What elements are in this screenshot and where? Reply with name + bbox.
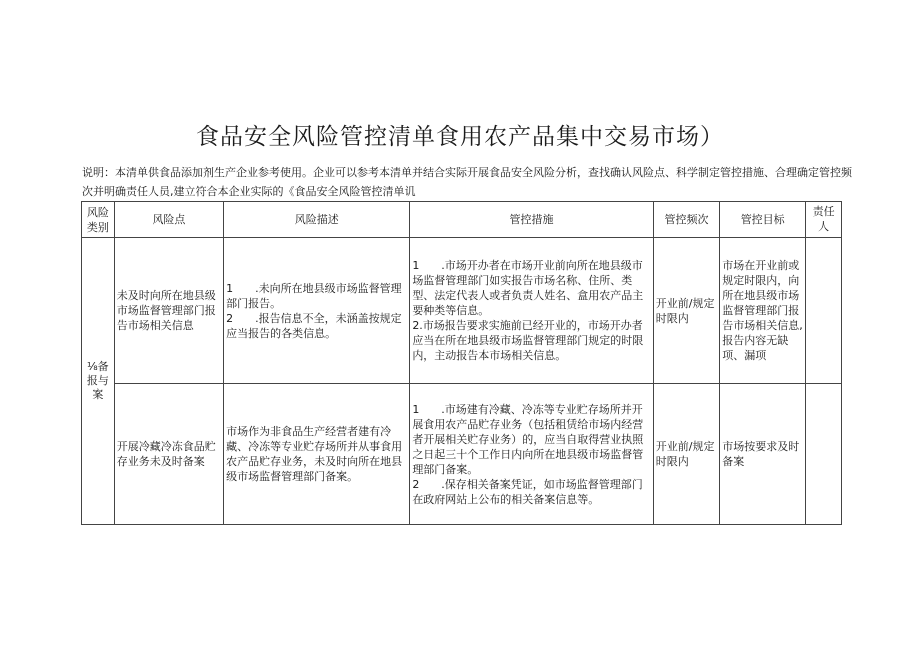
risk-category-cell bbox=[82, 238, 115, 525]
risk-point-cell: 未及时向所在地县级市场监督管理部门报告市场相关信息 bbox=[114, 238, 223, 384]
risk-description-cell bbox=[224, 384, 410, 525]
instruction-note: 说明：本清单供食品添加剂生产企业参考使用。企业可以参考本清单并结合实际开展食品安全风险分析，查找确认风险点、科学制定管控措施、合理确定管控频次并明确责任人员,建立符合本企业实际的《食品安全风险管控清单讥 bbox=[82, 166, 852, 198]
table-header-row bbox=[82, 202, 842, 238]
table-row bbox=[82, 238, 842, 384]
risk-point-cell: 开展冷藏冷冻食品贮存业务未及时备案 bbox=[114, 384, 223, 525]
risk-category-label: ⅛备报与案 bbox=[86, 360, 109, 401]
header-responsible-person: 责任人 bbox=[806, 202, 842, 238]
header-control-frequency: 管控频次 bbox=[653, 202, 719, 238]
measure-item: 1 .市场建有冷藏、冷冻等专业贮存场所并开展食用农产品贮存业务（包括租赁给市场内经营者开展相关贮存业务）的，应当自取得营业执照之日起三十个工作日内向所在地县级市场监督管理部门备案。 bbox=[412, 402, 644, 476]
table-row bbox=[82, 384, 842, 525]
responsible-person-cell bbox=[806, 238, 842, 384]
control-measures-cell bbox=[410, 238, 653, 384]
measure-item: 1 .市场开办者在市场开业前向所在地县级市场监督管理部门如实报告市场名称、住所、类型、法定代表人或者负责人姓名、盒用农产品主要种类等信息。 bbox=[412, 259, 644, 317]
control-goal-cell: 市场按要求及时备案 bbox=[720, 384, 806, 525]
risk-control-table bbox=[81, 201, 842, 525]
header-risk-category: 风险类别 bbox=[82, 202, 115, 238]
header-risk-point: 风险点 bbox=[114, 202, 223, 238]
measure-item: 2.市场报告要求实施前已经开业的，市场开办者应当在所在地县级市场监督管理部门规定的时限内，主动报告本市场相关信息。 bbox=[412, 319, 644, 362]
description-item: 1 .未向所在地县级市场监督管理部门报告。 bbox=[226, 281, 402, 310]
description-item: 市场作为非食品生产经营者建有冷藏、冷冻等专业贮存场所并从事食用农产品贮存业务，未及时向所在地县级市场监督管理部门备案。 bbox=[226, 425, 403, 483]
header-risk-description: 风险描述 bbox=[224, 202, 410, 238]
description-item: 2 .报告信息不全，未涵盖按规定应当报告的各类信息。 bbox=[226, 311, 402, 340]
responsible-person-cell bbox=[806, 384, 842, 525]
control-frequency-cell: 开业前/规定时限内 bbox=[653, 238, 719, 384]
control-measures-cell bbox=[410, 384, 653, 525]
header-control-goal: 管控目标 bbox=[720, 202, 806, 238]
control-goal-cell: 市场在开业前或规定时限内，向所在地县级市场监督管理部门报告市场相关信息,报告内容无缺项、漏项 bbox=[720, 238, 806, 384]
risk-description-cell bbox=[224, 238, 410, 384]
measure-item: 2 .保存相关备案凭证，如市场监督管理部门在政府网站上公布的相关备案信息等。 bbox=[412, 477, 643, 506]
header-control-measures: 管控措施 bbox=[410, 202, 653, 238]
document-title: 食品安全风险管控清单食用农产品集中交易市场） bbox=[196, 124, 724, 150]
control-frequency-cell: 开业前/规定时限内 bbox=[653, 384, 719, 525]
